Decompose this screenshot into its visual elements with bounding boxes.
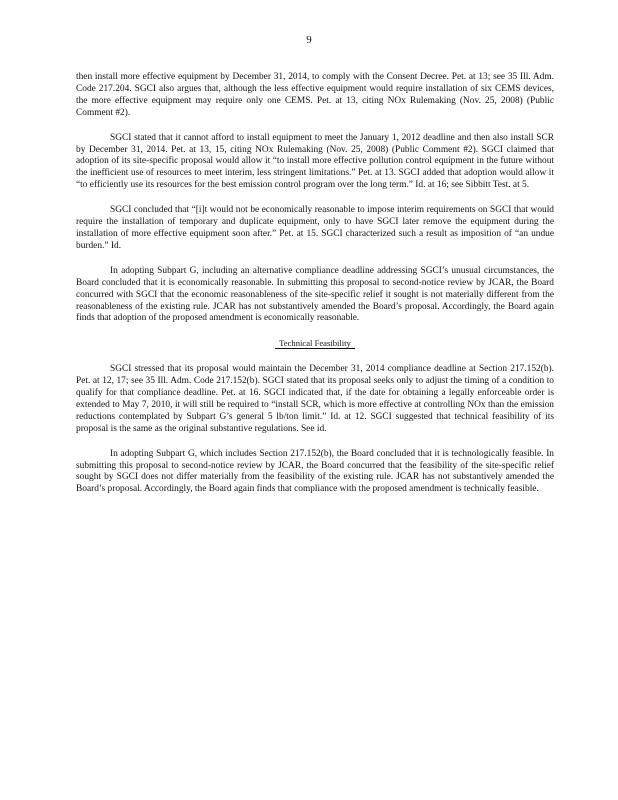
paragraph: In adopting Subpart G, which includes Section 217.152(b), the Board concluded that it is technologically feasible. In submitting this proposal to second-notice review by JCAR, the Board concurred that the feasibility of the site-specific relief sought by SGCI does not differ materially from the feasibility of the existing rule. JCAR has not substantively amended the Board’s proposal. Accordingly, the Board again finds that compliance with the proposed amendment is technically feasible. xyxy=(76,448,554,495)
paragraph: SGCI stated that it cannot afford to install equipment to meet the January 1, 2012 deadline and then also install SCR by December 31, 2014. Pet. at 13, 15, citing NOx Rulemaking (Nov. 25, 2008) (Public Comment #2). SGCI claimed that adoption of its site-specific proposal would allow it “to install more effective pollution control equipment in the future without the inefficient use of resources to meet interim, less stringent limitations.” Pet. at 13. SGCI added that adoption would allow it “to efficiently use its resources for the best emission control program over the long term.” Id. at 16; see Sibbitt Test. at 5. xyxy=(76,132,554,191)
page-number: 9 xyxy=(306,34,312,46)
paragraph: SGCI stressed that its proposal would maintain the December 31, 2014 compliance deadline at Section 217.152(b). Pet. at 12, 17; see 35 Ill. Adm. Code 217.152(b). SGCI stated that its proposal seeks only to adjust the timing of a condition to qualify for that compliance deadline. Pet. at 16. SGCI indicated that, if the date for obtaining a legally enforceable order is extended to May 7, 2010, it will still be required to “install SCR, which is more effective at controlling NOx than the emission reductions contemplated by Subpart G’s general 5 lb/ton limit.” Id. at 12. SGCI suggested that technical feasibility of its proposal is the same as the original substantive regulations. See id. xyxy=(76,364,554,434)
section-heading-text: Technical Feasibility xyxy=(275,338,355,349)
document-body xyxy=(76,72,554,509)
paragraph: then install more effective equipment by December 31, 2014, to comply with the Consent Decree. Pet. at 13; see 35 Ill. Adm. Code 217.204. SGCI also argues that, although the less effective equipment would require installation of six CEMS devices, the more effective equipment may require only one CEMS. Pet. at 13, citing NOx Rulemaking (Nov. 25, 2008) (Public Comment #2). xyxy=(76,72,554,118)
paragraph: SGCI concluded that “[i]t would not be economically reasonable to impose interim requirements on SGCI that would require the installation of temporary and duplicate equipment, only to have SGCI later remove the equipment during the installation of more effective equipment soon after.” Pet. at 15. SGCI characterized such a result as imposition of “an undue burden.” Id. xyxy=(76,205,554,251)
paragraph: In adopting Subpart G, including an alternative compliance deadline addressing SGCI’s unusual circumstances, the Board concluded that it is economically reasonable. In submitting this proposal to second-notice review by JCAR, the Board concurred with SGCI that the economic reasonableness of the site-specific relief it sought is not materially different from the reasonableness of the existing rule. JCAR has not substantively amended the Board’s proposal. Accordingly, the Board again finds that adoption of the proposed amendment is economically reasonable. xyxy=(76,265,554,324)
section-heading xyxy=(76,338,554,350)
